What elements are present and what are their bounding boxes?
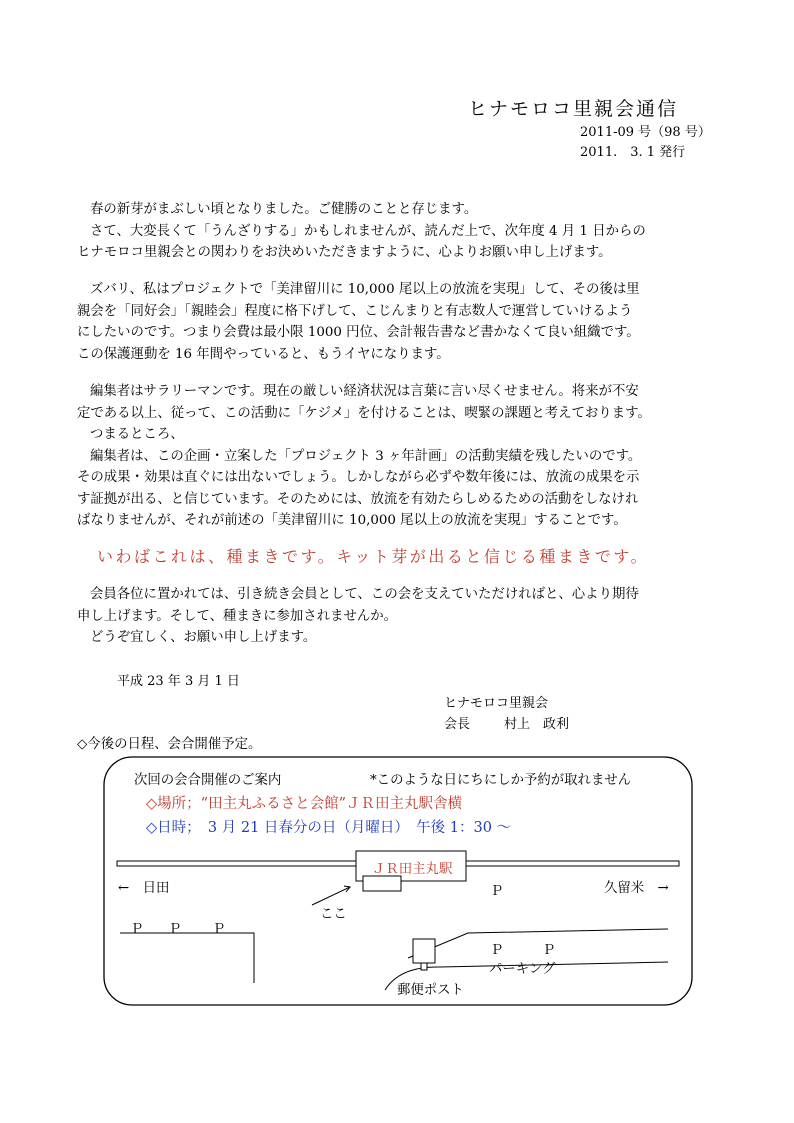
parking-label: パーキング	[489, 962, 556, 977]
issue-date: 2011. 3. 1 発行	[580, 145, 686, 160]
text-line: その成果・効果は直ぐには出ないでしょう。しかしながら必ずや数年後には、放流の成果を示	[77, 470, 640, 485]
text-line: さて、大変長くて「うんざりする」かもしれませんが、読んだ上で、次年度 4 月 1 日からの	[90, 223, 646, 239]
meeting-intro: 次回の会合開催のご案内	[134, 773, 282, 788]
parking-marker: Ｐ	[490, 884, 504, 899]
signature-org: ヒナモロコ里親会	[444, 696, 549, 711]
direction-hita: ← 日田	[118, 881, 170, 896]
left-parking-boundary	[120, 933, 254, 983]
parking-marker: Ｐ	[542, 943, 556, 958]
text-line: ズバリ、私はプロジェクトで「美津留川に 10,000 尾以上の放流を実現」して、その後は里	[90, 282, 640, 297]
text-line: ヒナモロコ里親会との関わりをお決めいただきますように、心よりお願い申し上げます。	[77, 245, 612, 260]
newsletter-title: ヒナモロコ里親会通信	[468, 98, 679, 120]
station-label: ＪＲ田主丸駅	[372, 862, 453, 877]
text-line: 定である以上、従って、この活動に「ケジメ」を付けることは、喫緊の課題と考えております。	[77, 405, 651, 421]
parking-marker: Ｐ	[168, 922, 182, 937]
text-line: 編集者は、この企画・立案した「プロジェクト 3 ヶ年計画」の活動実績を残したいのです。	[90, 448, 642, 464]
text-line: 申し上げます。そして、種まきに参加されませんか。	[77, 608, 398, 624]
text-line: にしたいのです。つまり会費は最小限 1000 円位、会計報告書など書かなくて良い組織です。	[77, 325, 640, 340]
meeting-hall	[363, 876, 401, 891]
meeting-place: ◇場所；“田主丸ふるさと会館”ＪＲ田主丸駅舎横	[146, 796, 462, 812]
text-line: どうぞ宜しく、お願い申し上げます。	[90, 630, 317, 645]
signature-date: 平成 23 年 3 月 1 日	[117, 674, 240, 689]
text-line: 親会を「同好会」「親睦会」程度に格下げして、こじんまりと有志数人で運営していけるよう	[77, 303, 633, 319]
signature-name: 村上 政利	[504, 717, 570, 732]
signature-role: 会長	[444, 717, 471, 732]
text-line: ばなりませんが、それが前述の「美津留川に 10,000 尾以上の放流を実現」することです。	[77, 513, 627, 528]
here-label: ここ	[320, 907, 347, 922]
direction-kurume: 久留米 →	[604, 881, 669, 896]
text-line: この保護運動を 16 年間やっていると、もうイヤになります。	[77, 346, 450, 362]
post-box	[413, 939, 435, 963]
parking-marker: Ｐ	[130, 922, 144, 937]
post-box-stand	[421, 963, 427, 970]
text-line: 会員各位に置かれては、引き続き会員として、この会を支えていただければと、心より期待	[90, 587, 639, 602]
issue-number: 2011-09 号（98 号）	[580, 125, 711, 140]
meeting-datetime: ◇日時； 3 月 21 日春分の日（月曜日） 午後 1：30 ～	[146, 820, 512, 836]
road-upper	[408, 929, 668, 958]
text-line: つまるところ、	[90, 427, 184, 442]
post-box-label: 郵便ポスト	[397, 983, 464, 998]
parking-marker: Ｐ	[212, 922, 226, 937]
text-line: 編集者はサラリーマンです。現在の厳しい経済状況は言葉に言い尽くせません。将来が不安	[90, 384, 639, 399]
parking-marker: Ｐ	[490, 943, 504, 958]
text-line: 春の新芽がまぶしい頃となりました。ご健勝のことと存じます。	[90, 202, 478, 217]
schedule-heading: ◇今後の日程、会合開催予定。	[77, 737, 262, 752]
meeting-note: *このような日にちにしか予約が取れません	[370, 773, 632, 788]
text-line: す証拠が出る、と信じています。そのためには、放流を有効たらしめるための活動をしなけれ	[77, 491, 639, 507]
highlight-message: いわばこれは、種まきです。キット芽が出ると信じる種まきです。	[97, 547, 650, 566]
